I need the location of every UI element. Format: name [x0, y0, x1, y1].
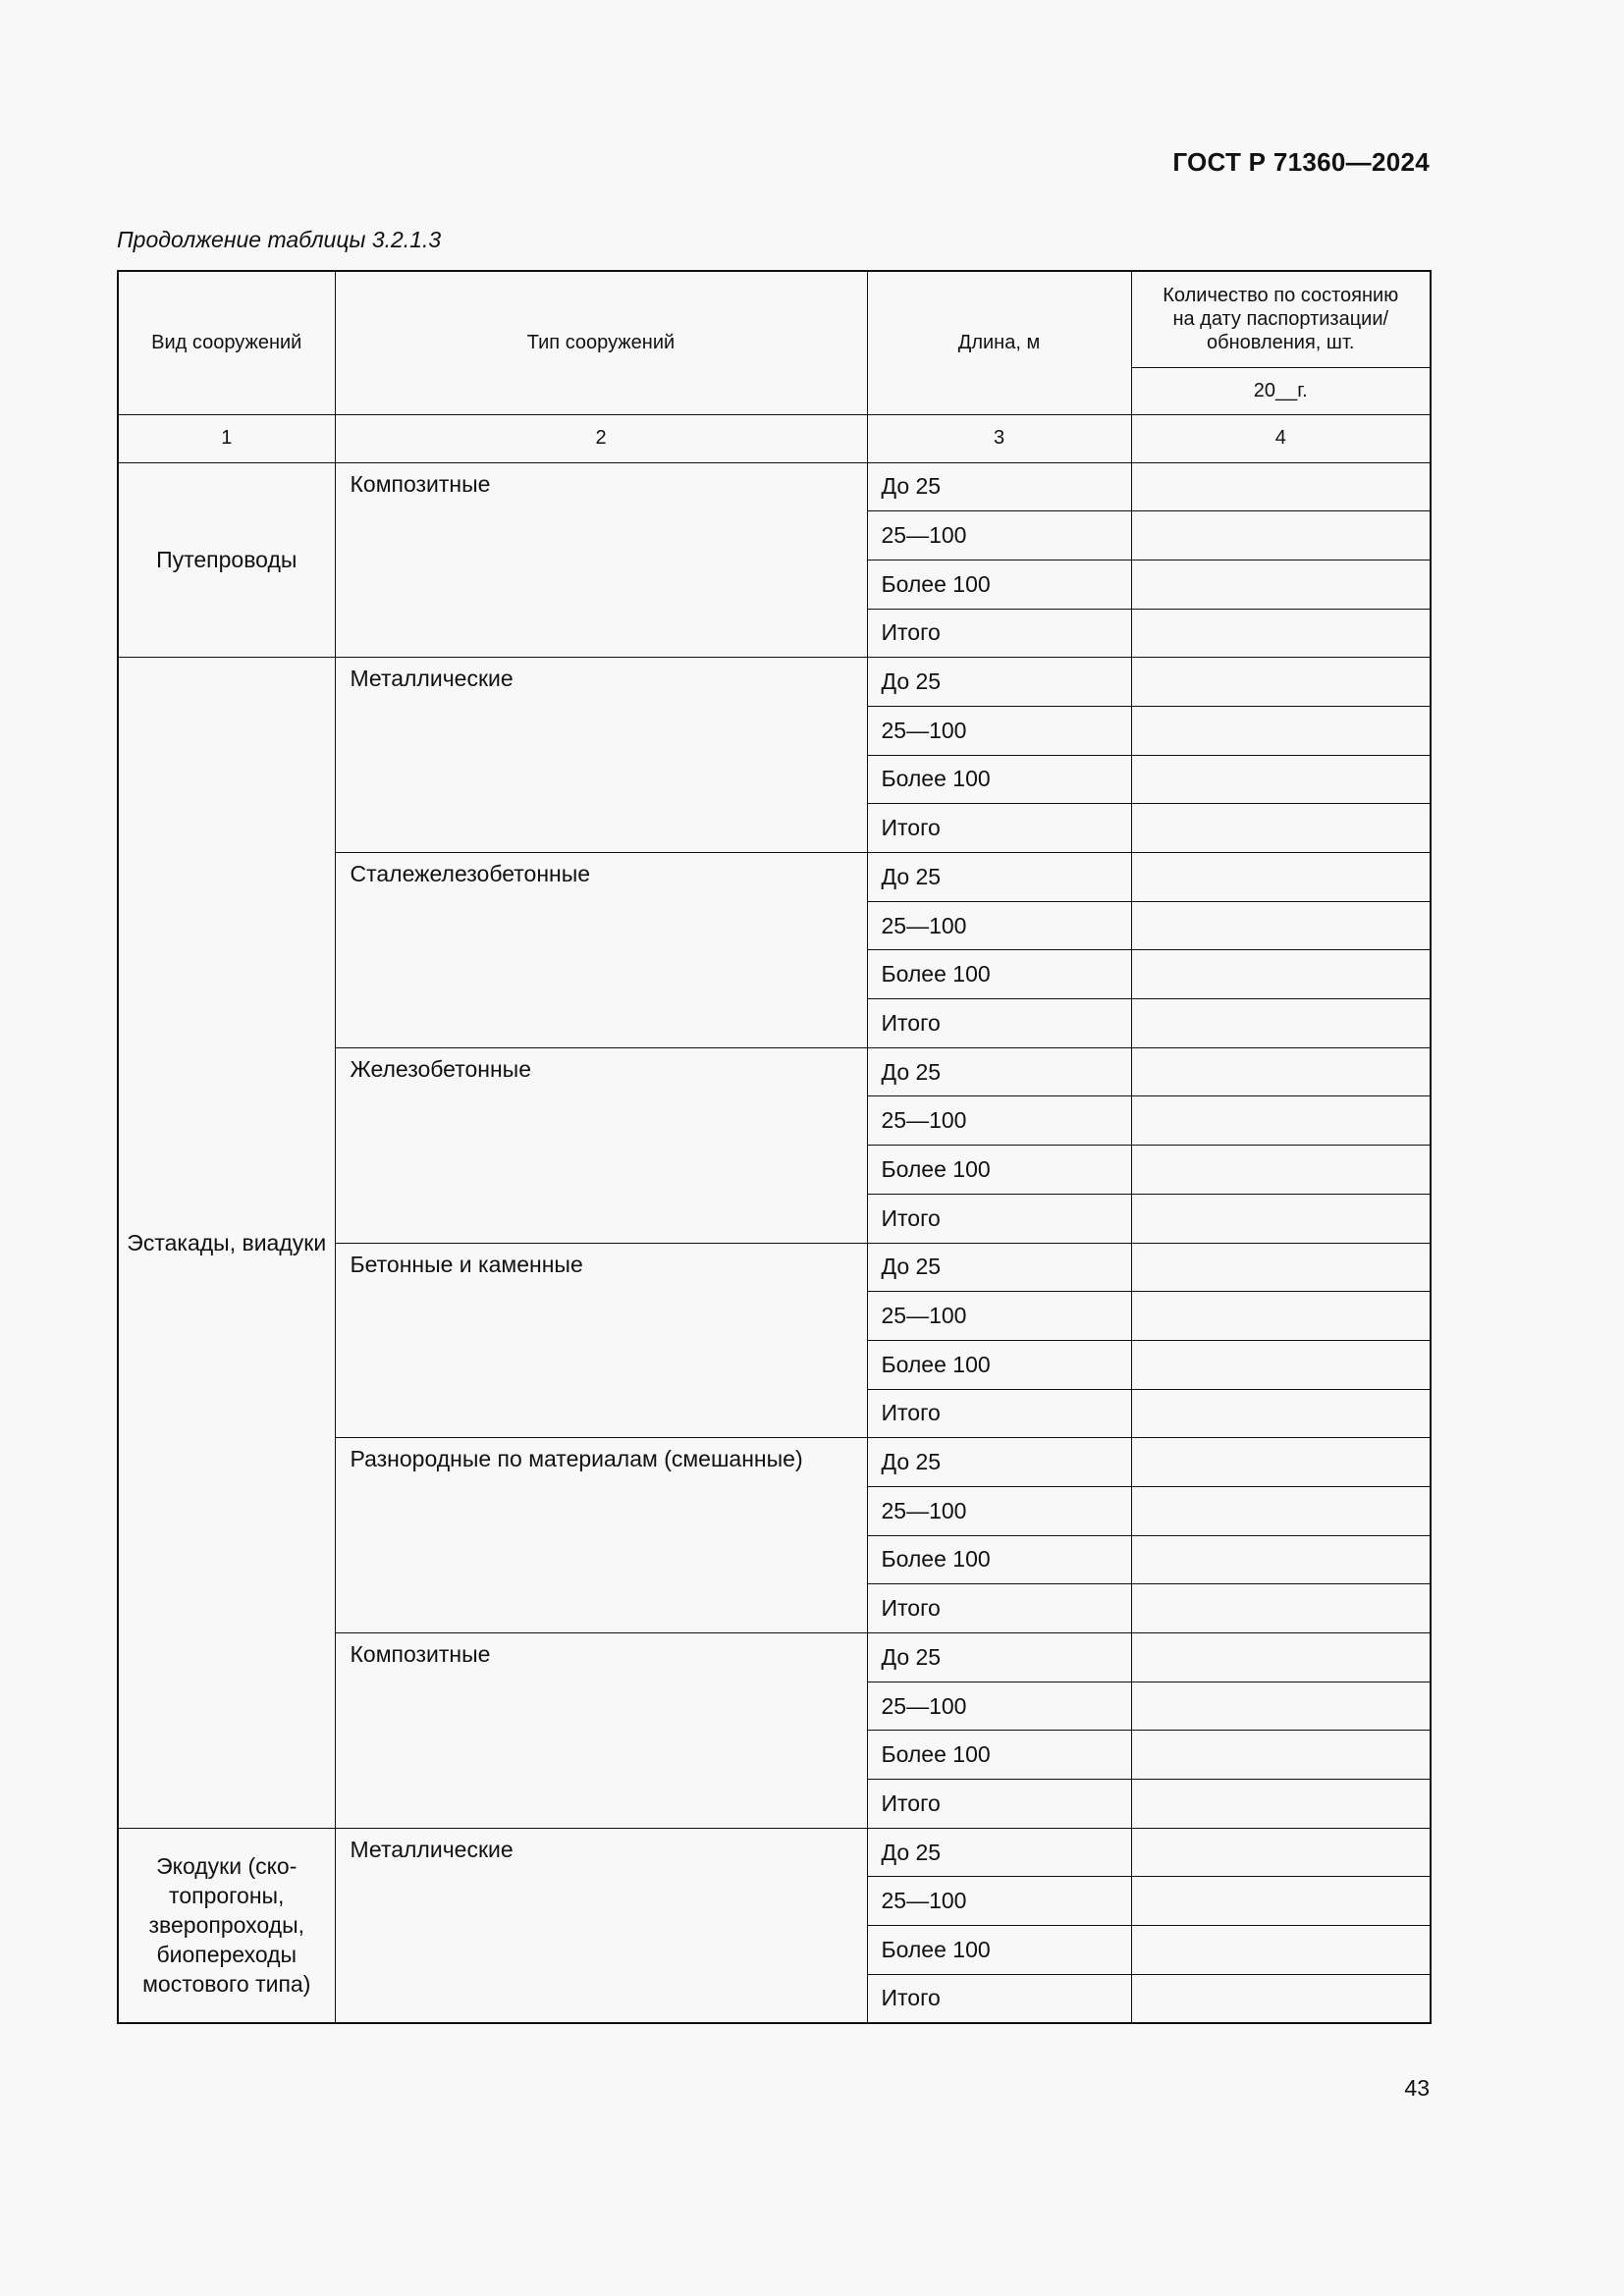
length-range-cell: Более 100 [867, 1731, 1131, 1780]
quantity-cell [1131, 1682, 1431, 1731]
length-range-cell: Итого [867, 804, 1131, 853]
length-range-cell: Более 100 [867, 950, 1131, 999]
structure-type-cell: Композитные [335, 462, 867, 658]
column-number-2: 2 [335, 414, 867, 462]
length-range-cell: Более 100 [867, 1340, 1131, 1389]
quantity-cell [1131, 609, 1431, 658]
quantity-cell [1131, 999, 1431, 1048]
structure-type-cell: Разнородные по материалам (смешанные) [335, 1438, 867, 1633]
quantity-cell [1131, 1780, 1431, 1829]
column-header-quantity: Количество по состоянию на дату паспортизации/ обновления, шт. [1131, 271, 1431, 367]
length-range-cell: До 25 [867, 1633, 1131, 1682]
quantity-cell [1131, 1047, 1431, 1096]
length-range-cell: 25—100 [867, 1877, 1131, 1926]
length-range-cell: До 25 [867, 1047, 1131, 1096]
quantity-cell [1131, 1828, 1431, 1877]
column-header-kind: Вид сооружений [118, 271, 335, 414]
column-header-type: Тип сооружений [335, 271, 867, 414]
page-number: 43 [1404, 2075, 1430, 2101]
quantity-cell [1131, 1146, 1431, 1195]
structure-type-cell: Металлические [335, 658, 867, 853]
quantity-cell [1131, 1633, 1431, 1682]
table-caption: Продолжение таблицы 3.2.1.3 [117, 227, 442, 252]
quantity-cell [1131, 511, 1431, 561]
quantity-cell [1131, 853, 1431, 902]
length-range-cell: Итого [867, 609, 1131, 658]
column-number-3: 3 [867, 414, 1131, 462]
length-range-cell: Итого [867, 1584, 1131, 1633]
length-range-cell: Итого [867, 1780, 1131, 1829]
length-range-cell: Итого [867, 1974, 1131, 2023]
length-range-cell: Более 100 [867, 560, 1131, 609]
structure-kind-cell: Эстакады, виадуки [118, 658, 335, 1829]
table-row [118, 658, 1431, 707]
quantity-cell [1131, 1584, 1431, 1633]
quantity-cell [1131, 1438, 1431, 1487]
length-range-cell: Более 100 [867, 1146, 1131, 1195]
quantity-cell [1131, 1974, 1431, 2023]
structures-table [117, 270, 1432, 2024]
structure-kind-cell: Экодуки (ско-топрогоны, зверопроходы, биопереходы мостового типа) [118, 1828, 335, 2023]
table-row [118, 462, 1431, 511]
length-range-cell: 25—100 [867, 1292, 1131, 1341]
length-range-cell: 25—100 [867, 1486, 1131, 1535]
length-range-cell: Итого [867, 1194, 1131, 1243]
structure-type-cell: Бетонные и каменные [335, 1243, 867, 1438]
length-range-cell: До 25 [867, 462, 1131, 511]
quantity-cell [1131, 706, 1431, 755]
structure-kind-cell: Путепроводы [118, 462, 335, 658]
quantity-cell [1131, 1731, 1431, 1780]
structure-type-cell: Сталежелезобетонные [335, 853, 867, 1048]
quantity-cell [1131, 901, 1431, 950]
structure-type-cell: Металлические [335, 1828, 867, 2023]
column-number-1: 1 [118, 414, 335, 462]
length-range-cell: 25—100 [867, 511, 1131, 561]
quantity-cell [1131, 560, 1431, 609]
quantity-cell [1131, 462, 1431, 511]
table-row [118, 1828, 1431, 1877]
length-range-cell: 25—100 [867, 1096, 1131, 1146]
length-range-cell: 25—100 [867, 901, 1131, 950]
length-range-cell: До 25 [867, 1243, 1131, 1292]
length-range-cell: 25—100 [867, 706, 1131, 755]
quantity-cell [1131, 1096, 1431, 1146]
column-number-4: 4 [1131, 414, 1431, 462]
quantity-cell [1131, 1243, 1431, 1292]
structure-type-cell: Железобетонные [335, 1047, 867, 1243]
length-range-cell: Более 100 [867, 1926, 1131, 1975]
length-range-cell: Более 100 [867, 755, 1131, 804]
length-range-cell: Более 100 [867, 1535, 1131, 1584]
quantity-cell [1131, 1486, 1431, 1535]
column-header-length: Длина, м [867, 271, 1131, 414]
quantity-cell [1131, 1877, 1431, 1926]
length-range-cell: Итого [867, 1389, 1131, 1438]
structure-type-cell: Композитные [335, 1633, 867, 1829]
quantity-cell [1131, 1535, 1431, 1584]
length-range-cell: 25—100 [867, 1682, 1131, 1731]
quantity-cell [1131, 950, 1431, 999]
quantity-cell [1131, 1340, 1431, 1389]
quantity-cell [1131, 658, 1431, 707]
quantity-cell [1131, 804, 1431, 853]
quantity-cell [1131, 755, 1431, 804]
length-range-cell: До 25 [867, 1438, 1131, 1487]
quantity-cell [1131, 1389, 1431, 1438]
length-range-cell: До 25 [867, 658, 1131, 707]
quantity-cell [1131, 1926, 1431, 1975]
quantity-cell [1131, 1194, 1431, 1243]
column-header-year: 20__г. [1131, 367, 1431, 414]
document-standard-number: ГОСТ Р 71360—2024 [1172, 147, 1430, 177]
length-range-cell: До 25 [867, 853, 1131, 902]
length-range-cell: До 25 [867, 1828, 1131, 1877]
length-range-cell: Итого [867, 999, 1131, 1048]
quantity-cell [1131, 1292, 1431, 1341]
